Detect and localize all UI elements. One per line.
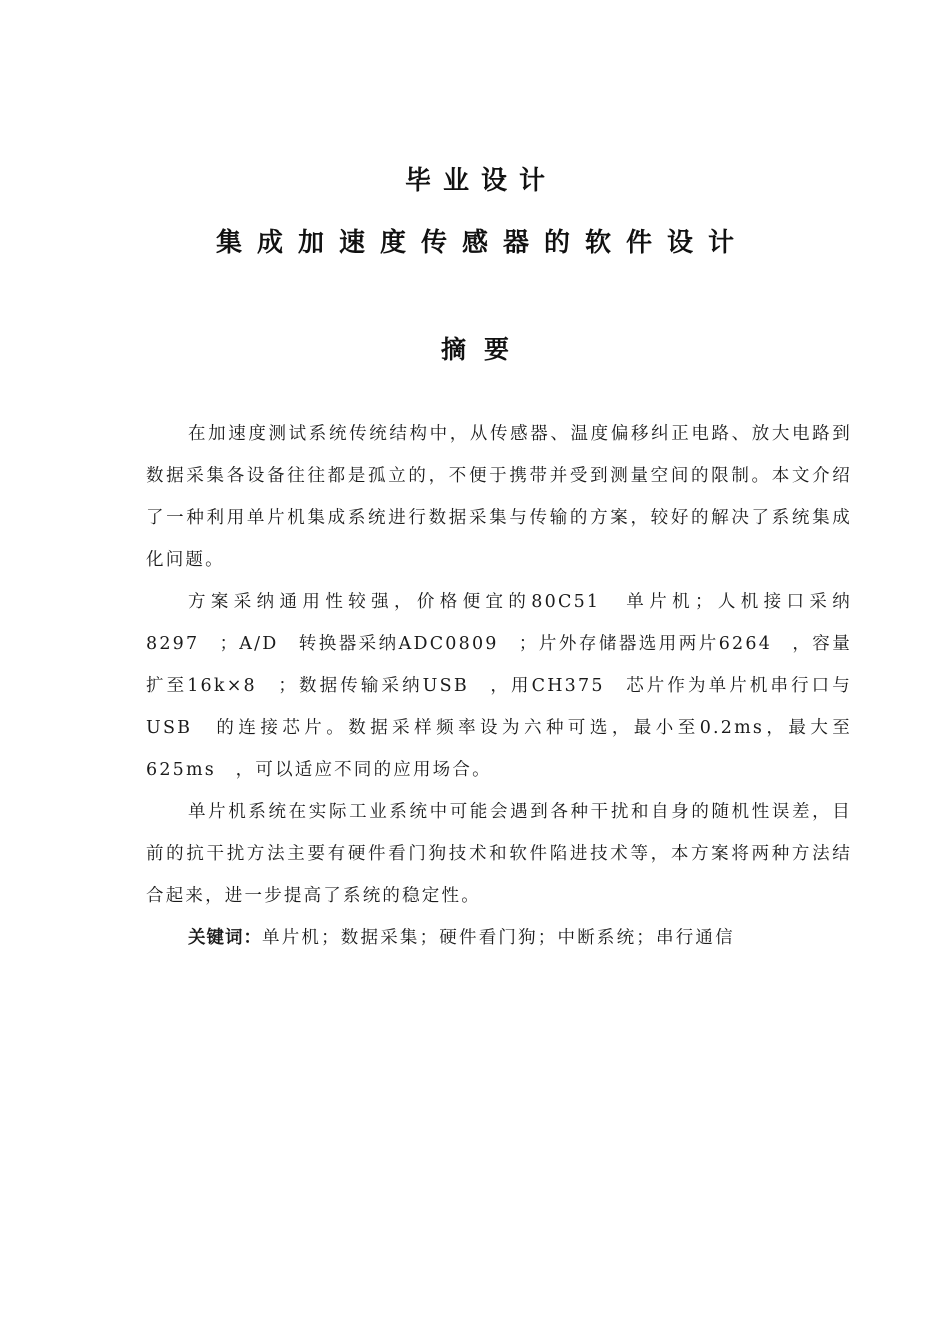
keywords-line	[146, 917, 852, 959]
keywords-label: 关键词：	[188, 928, 262, 948]
keywords-text: 单片机；数据采集；硬件看门狗；中断系统；串行通信	[262, 928, 735, 948]
abstract-paragraph: 单片机系统在实际工业系统中可能会遇到各种干扰和自身的随机性误差，目前的抗干扰方法主要有硬件看门狗技术和软件陷进技术等，本方案将两种方法结合起来，进一步提高了系统的稳定性。	[146, 802, 852, 906]
thesis-type-title: 毕业设计	[404, 166, 557, 196]
abstract-paragraph: 在加速度测试系统传统结构中，从传感器、温度偏移纠正电路、放大电路到数据采集各设备往往都是孤立的，不便于携带并受到测量空间的限制。本文介绍了一种利用单片机集成系统进行数据采集与传输的方案，较好的解决了系统集成化问题。	[146, 424, 852, 570]
abstract-paragraph: 方案采纳通用性较强，价格便宜的80C51 单片机；人机接口采纳8297 ；A/D 转换器采纳ADC0809 ；片外存储器选用两片6264 ，容量扩至16k×8 ；数据传输采纳USB ，用CH375 芯片作为单片机串行口与USB 的连接芯片。数据采样频率设为六种可选，最小至0.2ms，最大至625ms ，可以适应不同的应用场合。	[146, 592, 852, 780]
abstract-heading: 摘要	[440, 335, 527, 364]
thesis-title: 集成加速度传感器的软件设计	[215, 228, 749, 258]
abstract-body	[146, 413, 852, 959]
